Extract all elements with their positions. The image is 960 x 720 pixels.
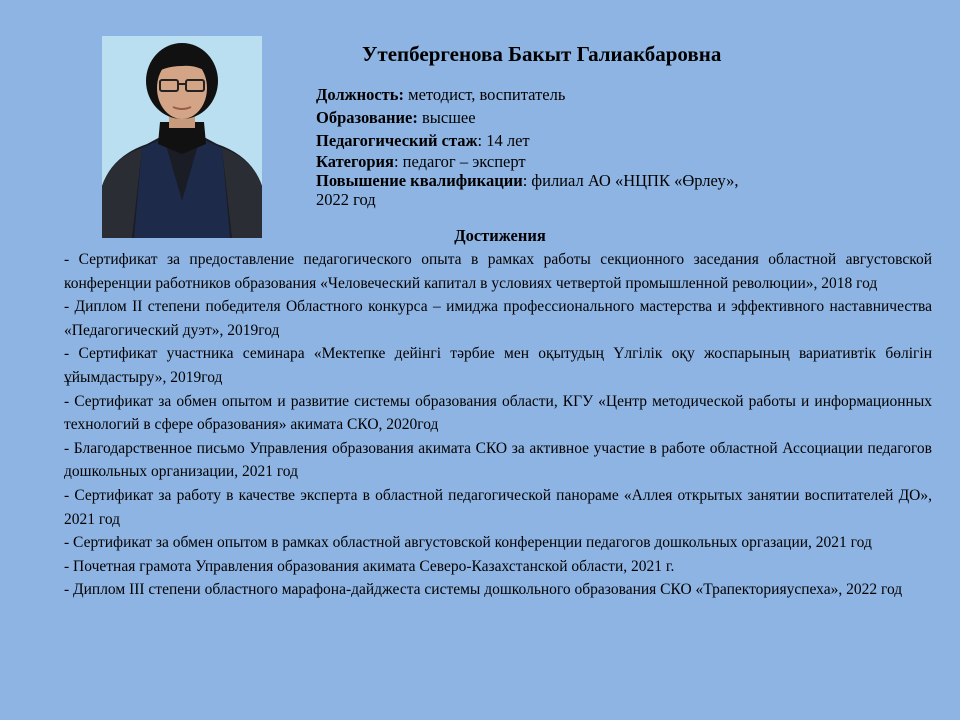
info-row-category [316, 152, 916, 171]
info-block [316, 83, 916, 209]
achievement-item: - Почетная грамота Управления образования акимата Северо-Казахстанской области, 2021 г. [64, 557, 675, 575]
achievement-item: - Сертификат за работу в качестве эксперта в областной педагогической панораме «Аллея открытых занятии воспитателей ДО», 2021 год [64, 486, 932, 528]
portrait-photo [102, 36, 262, 238]
info-row-qualification-year [316, 190, 916, 209]
achievement-item: - Сертификат за обмен опытом в рамках областной августовской конференции педагогов дошкольных оргазации, 2021 год [64, 534, 872, 552]
info-label: Должность: [316, 85, 405, 104]
achievements-list [64, 248, 932, 602]
info-row-education [316, 106, 916, 129]
info-label: Категория [316, 152, 394, 171]
info-value: : филиал АО «НЦПК «Өрлеу», [522, 171, 739, 190]
achievement-item: - Сертификат участника семинара «Мектепке дейінгі тәрбие мен оқытудың Үлгілік оқу жоспарының вариативтік бөлігін ұйымдастыру», 2019год [64, 345, 932, 386]
info-label: Образование: [316, 108, 418, 127]
info-label: Повышение квалификации [316, 171, 523, 190]
person-name: Утепбергенова Бакыт Галиакбаровна [362, 42, 722, 66]
achievement-item: - Диплом III степени областного марафона-дайджеста системы дошкольного образования СКО «Трапекторияуспеха», 2022 год [64, 581, 903, 599]
info-label: Педагогический стаж [316, 131, 478, 150]
info-value: 2022 год [316, 190, 376, 209]
info-row-qualification [316, 171, 916, 190]
achievement-item: - Сертификат за предоставление педагогического опыта в рамках работы секционного заседания областной августовской конференции работников образования «Человеческий капитал в условиях четвертой промышленной революции», 2018 год [64, 251, 932, 292]
info-value: : 14 лет [477, 131, 530, 150]
info-row-experience [316, 129, 916, 152]
achievement-item: - Диплом II степени победителя Областного конкурса – имиджа профессионального мастерства и эффективного наставничества «Педагогический дуэт», 2019год [64, 298, 932, 339]
info-value: высшее [417, 108, 476, 127]
info-value: методист, воспитатель [404, 85, 566, 104]
achievements-title: Достижения [454, 226, 546, 245]
info-row-position [316, 83, 916, 106]
portrait-image [102, 36, 262, 238]
achievement-item: - Сертификат за обмен опытом и развитие системы образования области, КГУ «Центр методической работы и информационных технологий в сфере образования» акимата СКО, 2020год [64, 392, 932, 434]
achievement-item: - Благодарственное письмо Управления образования акимата СКО за активное участие в работе областной Ассоциации педагогов дошкольных организации, 2021 год [64, 439, 932, 481]
info-value: : педагог – эксперт [393, 152, 526, 171]
